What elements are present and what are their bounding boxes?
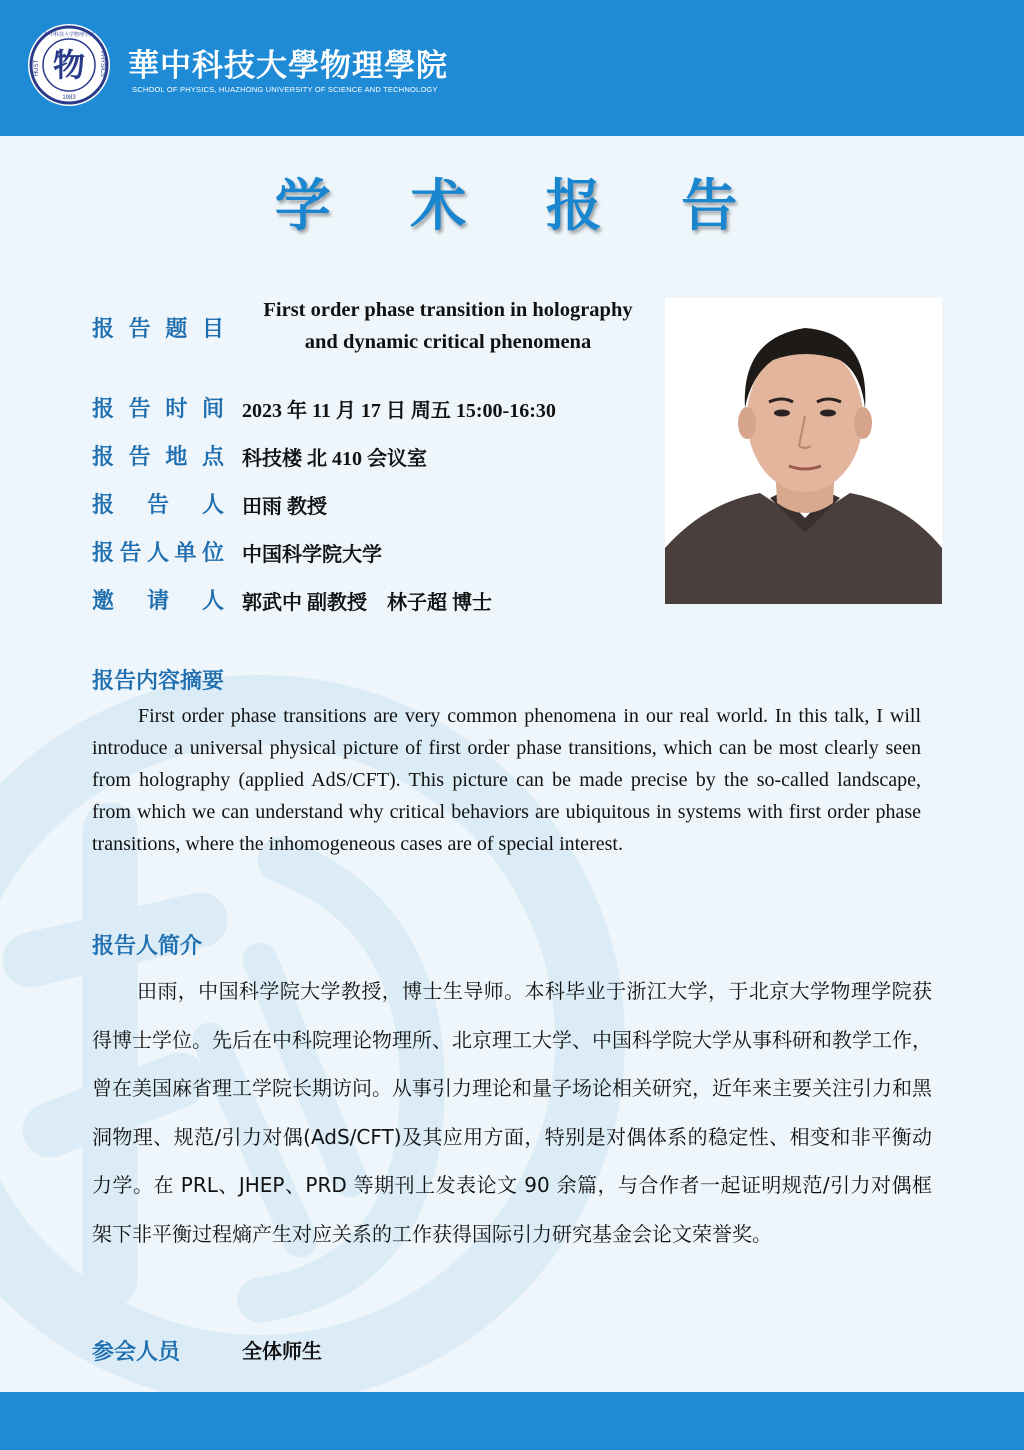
affiliation-value: 中国科学院大学 — [242, 544, 382, 566]
abstract-text: First order phase transitions are very common phenomena in our real world. In this talk, I will introduce a universal physical picture of first order phase transitions, which can be most clearly seen from holography (applied AdS/CFT). This picture can be made precise by the so-called landscape, from which we can understand why critical behaviors are ubiquitous in systems with first order phase transitions, where the inhomogeneous cases are of special interest. — [92, 705, 921, 855]
speaker-value: 田雨 教授 — [242, 496, 327, 518]
inviter-label: 邀 请 人 — [92, 589, 224, 614]
bio-text: 田雨，中国科学院大学教授，博士生导师。本科毕业于浙江大学，于北京大学物理学院获得博士学位。先后在中科院理论物理所、北京理工大学、中国科学院大学从事科研和教学工作，曾在美国麻省理工学院长期访问。从事引力理论和量子场论相关研究，近年来主要关注引力和黑洞物理、规范/引力对偶(AdS/CFT)及其应用方面，特别是对偶体系的稳定性、相变和非平衡动力学。在 PRL、JHEP、PRD 等期刊上发表论文 90 余篇，与合作者一起证明规范/引力对偶框架下非平衡过程熵产生对应关系的工作获得国际引力研究基金会论文荣誉奖。 — [92, 979, 932, 1246]
attendees-value: 全体师生 — [242, 1339, 322, 1363]
school-name-en: SCHOOL OF PHYSICS, HUAZHONG UNIVERSITY OF SCIENCE AND TECHNOLOGY — [132, 85, 438, 94]
topic-line-2: and dynamic critical phenomena — [304, 331, 592, 353]
inviter-value: 郭武中 副教授 林子超 博士 — [242, 592, 492, 614]
time-label: 报告时间 — [92, 397, 224, 422]
logo-ring-text-top: 华中科技大学物理学院 — [43, 32, 95, 38]
school-logo — [28, 24, 110, 106]
location-label: 报告地点 — [92, 445, 224, 470]
affiliation-label: 报告人单位 — [92, 541, 224, 566]
topic-value — [242, 294, 654, 358]
speaker-photo — [665, 298, 942, 604]
header-banner — [0, 0, 1024, 136]
logo-center-char: 物 — [52, 46, 86, 84]
topic-label: 报告题目 — [92, 317, 224, 342]
attendees-label: 参会人员 — [92, 1340, 181, 1365]
speaker-portrait-icon — [665, 298, 942, 604]
abstract-heading: 报告内容摘要 — [92, 669, 225, 694]
bio-heading: 报告人简介 — [92, 934, 203, 959]
page-title: 学 术 报 告 — [274, 174, 768, 239]
location-value: 科技楼 北 410 会议室 — [242, 448, 427, 470]
logo-ring-text-left: HUST — [34, 59, 40, 77]
footer-banner — [0, 1392, 1024, 1450]
logo-year: 1983 — [62, 95, 76, 101]
logo-ring-text-right: PHYSICS — [99, 50, 105, 78]
topic-line-1: First order phase transition in holography — [263, 299, 633, 321]
school-name-cn: 華中科技大學物理學院 — [128, 48, 448, 84]
speaker-label: 报 告 人 — [92, 493, 224, 518]
time-value: 2023 年 11 月 17 日 周五 15:00-16:30 — [242, 400, 556, 422]
